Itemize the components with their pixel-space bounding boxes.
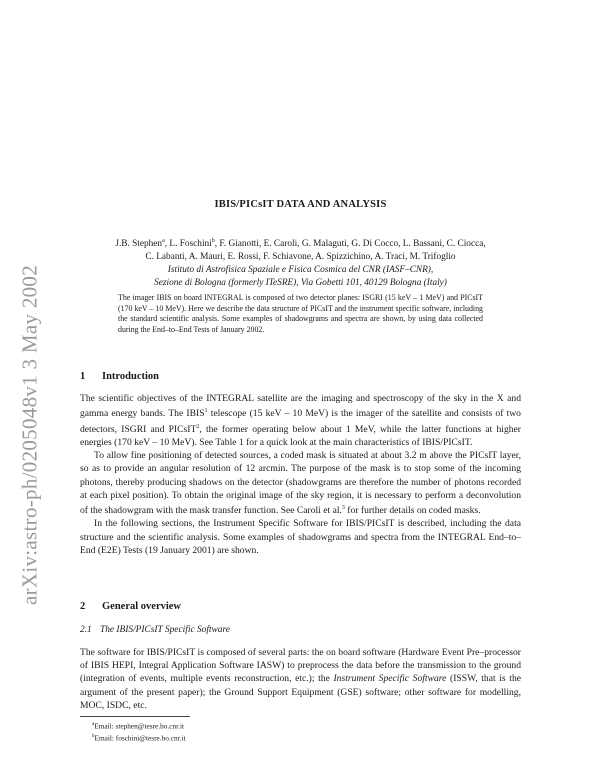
arxiv-identifier-text: arXiv:astro-ph/0205048v1 3 May 2002 [17,264,42,606]
subsection-heading-specific-software [80,625,230,635]
subsection-number: 2.1 [80,625,92,635]
author-foschini-mark: b [211,238,215,244]
section-title: General overview [102,601,182,612]
author-foschini: , L. Foschini [164,239,212,250]
author-list-line2: C. Labanti, A. Mauri, E. Rossi, F. Schiavone, A. Spizzichino, A. Traci, M. Trifoglio [145,252,456,263]
citation-marker: 1 [204,408,208,415]
paragraph-text: telescope (15 keV – 10 MeV) is the imager of the satellite and consists of two detectors, ISGRI and PICsIT [80,408,521,435]
footnote-divider [80,716,190,717]
footnote-b [92,731,186,743]
paragraph [80,392,521,449]
section-number: 2 [80,601,86,612]
introduction-body [80,392,521,557]
paper-title: IBIS/PICsIT DATA AND ANALYSIS [214,199,387,210]
author-stephen-mark: a [162,238,165,244]
footnotes [92,719,186,744]
arxiv-identifier-stamp [10,200,50,670]
emphasis-text: Instrument Specific Software [333,673,447,685]
paragraph-text: The scientific objectives of the INTEGRAL satellite are the imaging and spectroscopy of the sky in the X and gamma energy bands. The IBIS [80,393,521,420]
subsection-title: The IBIS/PICsIT Specific Software [100,625,230,635]
abstract: The imager IBIS on board INTEGRAL is composed of two detector planes: ISGRI (15 keV – 1 MeV) and PICsIT (170 keV – 10 MeV). Here we describe the data structure of PICsIT and the instrument specific software, including the standard scientific analysis. Some examples of shadowgrams and spectra are shown, by using data collected during the End–to–End Tests of January 2002. [118,293,483,334]
author-stephen: J.B. Stephen [115,239,163,250]
section-title: Introduction [102,371,159,382]
paragraph [80,449,521,517]
paragraph-text: , the former operating below about 1 MeV, while the latter functions at higher energies (170 keV – 10 MeV). See Table 1 for a quick look at the main characteristics of IBIS/PICsIT. [80,423,521,448]
footnote-mark: b [92,734,95,740]
paragraph-text: (ISSW, that is the argument of the present paper); the Ground Support Equipment (GSE) software; other software for modelling, MOC, ISDC, etc. [80,673,521,711]
footnote-mark: a [92,722,95,727]
paragraph [80,646,521,712]
paragraph-text: for further details on coded masks. [344,505,481,517]
specific-software-body [80,646,521,712]
footnote-text: Email: stephen@tesre.bo.cnr.it [94,721,185,731]
section-heading-introduction [80,371,159,382]
paragraph: In the following sections, the Instrument Specific Software for IBIS/PICsIT is described, including the data structure and the scientific analysis. Some examples of shadowgrams and spectra from the INTEGRAL End–to–End (E2E) Tests (19 January 2001) are shown. [80,518,521,556]
section-number: 1 [80,371,86,382]
footnote-a [92,719,186,731]
citation-marker: 2 [196,423,200,430]
paragraph-text: The software for IBIS/PICsIT is composed of several parts: the on board software (Hardware Event Pre–processor of IBIS HEPI, Integral Application Software IASW) to preprocess the data before the transmission to the ground (integration of events, multiple events reconstruction, etc.); the [80,647,521,685]
paragraph-text: To allow fine positioning of detected sources, a coded mask is situated at about 3.2 m above the PICsIT layer, so as to provide an angular resolution of 12 arcmin. The purpose of the mask is to stop some of the incoming photons, thereby producing shadows on the detector (shadowgrams are therefore the number of photons recorded at each pixel position). To obtain the original image of the sky region, it is necessary to perform a deconvolution of the shadowgram with the mask transfer function. See Caroli et al. [80,450,521,517]
section-heading-general-overview [80,601,181,612]
affiliation-line1: Istituto di Astrofisica Spaziale e Fisica Cosmica del CNR (IASF–CNR), [167,265,434,276]
author-list-rest: , F. Gianotti, E. Caroli, G. Malaguti, G. Di Cocco, L. Bassani, C. Ciocca, [214,239,486,250]
author-block [80,235,521,290]
citation-marker: 3 [341,505,345,511]
affiliation-line2: Sezione di Bologna (formerly ITeSRE), Via Gobetti 101, 40129 Bologna (Italy) [154,278,447,289]
footnote-text: Email: foschini@tesre.bo.cnr.it [94,733,186,743]
